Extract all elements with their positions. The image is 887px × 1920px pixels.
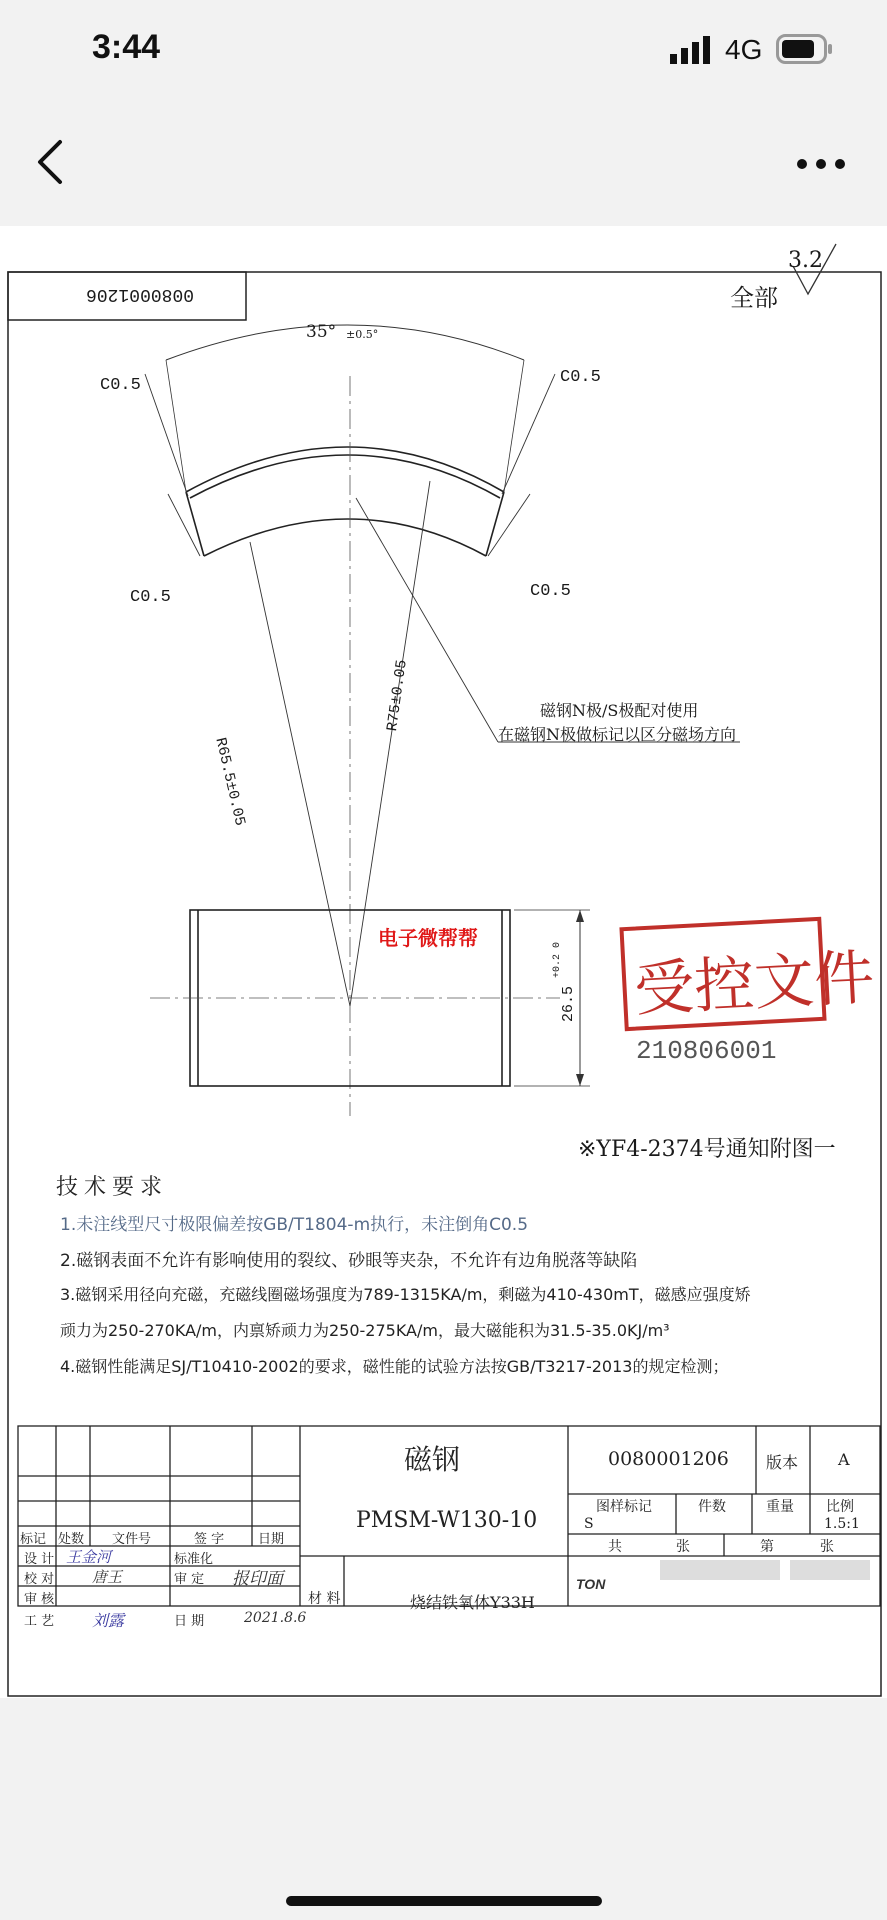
version-label: 版本 <box>766 1453 799 1472</box>
more-icon[interactable] <box>796 158 846 170</box>
signal-icon <box>670 36 712 64</box>
polarity-note-2: 在磁钢N极做标记以区分磁场方向 <box>498 725 737 744</box>
blurred-region <box>790 1560 870 1580</box>
height-dimension: 26.5 <box>560 985 577 1022</box>
total-label: 共 <box>608 1539 622 1555</box>
roughness-scope: 全部 <box>730 284 778 312</box>
tb-review: 审 核 <box>24 1592 55 1607</box>
mark-label: 图样标记 <box>596 1499 652 1515</box>
height-tolerance: +0.2 0 <box>552 941 563 978</box>
page-label: 第 <box>760 1539 774 1555</box>
drawing-code: 0080001206 <box>86 284 195 304</box>
material-label: 材 料 <box>308 1591 341 1607</box>
material-value: 烧结铁氧体Y33H <box>410 1593 535 1612</box>
polarity-note-1: 磁钢N极/S极配对使用 <box>540 701 699 720</box>
arc-profile <box>186 447 504 556</box>
qty-label: 件数 <box>698 1499 726 1515</box>
tb-count-header: 处数 <box>58 1532 85 1547</box>
notice-text: ※YF4-2374号通知附图一 <box>578 1137 836 1162</box>
signature-date: 2021.8.6 <box>244 1610 307 1626</box>
tb-date-header: 日期 <box>258 1532 285 1547</box>
chamfer-bottom-right: C0.5 <box>530 582 571 601</box>
radius-inner-label: R65.5±0.05 <box>211 736 249 828</box>
tb-sign-header: 签 字 <box>194 1532 225 1547</box>
scale-label: 比例 <box>826 1499 854 1515</box>
tb-design: 设 计 <box>24 1552 55 1567</box>
controlled-stamp-text: 受控文件 <box>632 942 876 1026</box>
company-logo: TON <box>576 1576 606 1592</box>
chamfer-top-right: C0.5 <box>560 368 601 387</box>
requirement-item: 2.磁钢表面不允许有影响使用的裂纹、砂眼等夹杂，不允许有边角脱落等缺陷 <box>60 1251 638 1271</box>
mark-value: S <box>584 1516 594 1532</box>
angle-dimension: 35° <box>306 322 337 342</box>
tb-approve: 审 定 <box>174 1572 205 1587</box>
requirement-item: 3.磁钢采用径向充磁，充磁线圈磁场强度为789-1315KA/m，剩磁为410-430mT，磁感应强度矫 <box>60 1285 751 1304</box>
version-value: A <box>838 1450 850 1469</box>
requirement-item: 4.磁钢性能满足SJ/T10410-2002的要求，磁性能的试验方法按GB/T3217-2013的规定检测； <box>60 1357 729 1376</box>
radius-outer-label: R75±0.05 <box>384 658 411 733</box>
sheet-label: 张 <box>676 1539 690 1555</box>
chamfer-top-left: C0.5 <box>100 376 141 395</box>
tb-docno-header: 文件号 <box>112 1532 152 1547</box>
stamp-number: 210806001 <box>636 1036 777 1066</box>
watermark-text: 电子微帮帮 <box>378 926 478 950</box>
tb-check: 校 对 <box>24 1572 55 1587</box>
signature-approve: 报印面 <box>232 1569 283 1589</box>
tb-mark-header: 标记 <box>20 1532 47 1547</box>
scale-value: 1.5:1 <box>824 1516 860 1532</box>
chevron-left-icon[interactable] <box>32 138 68 186</box>
part-name: 磁钢 <box>404 1443 461 1476</box>
requirement-item: 顽力为250-270KA/m，内禀矫顽力为250-275KA/m，最大磁能积为31.5-35.0KJ/m³ <box>60 1321 670 1340</box>
part-model: PMSM-W130-10 <box>356 1508 538 1533</box>
drawing-number: 0080001206 <box>608 1448 729 1470</box>
chamfer-bottom-left: C0.5 <box>130 588 171 607</box>
tb-date: 日 期 <box>174 1614 205 1629</box>
status-bar <box>0 0 887 100</box>
requirement-item: 1.未注线型尺寸极限偏差按GB/T1804-m执行，未注倒角C0.5 <box>60 1215 529 1235</box>
battery-icon <box>776 34 834 64</box>
drawing-sheet <box>0 226 887 1698</box>
network-type: 4G <box>725 34 763 65</box>
home-indicator[interactable] <box>286 1896 602 1906</box>
status-time: 3:44 <box>92 28 161 66</box>
signature-check: 唐王 <box>92 1568 123 1586</box>
tb-standard: 标准化 <box>174 1552 214 1567</box>
weight-label: 重量 <box>766 1499 794 1515</box>
nav-bar <box>0 100 887 220</box>
tb-process: 工 艺 <box>24 1614 55 1629</box>
signature-process: 刘露 <box>92 1611 125 1630</box>
signature-design: 王金河 <box>66 1548 112 1566</box>
sheet-label-2: 张 <box>820 1539 834 1555</box>
roughness-value: 3.2 <box>788 248 823 273</box>
blurred-region <box>660 1560 780 1580</box>
angle-tolerance: ±0.5° <box>346 328 379 341</box>
requirements-title: 技术要求 <box>56 1175 169 1200</box>
